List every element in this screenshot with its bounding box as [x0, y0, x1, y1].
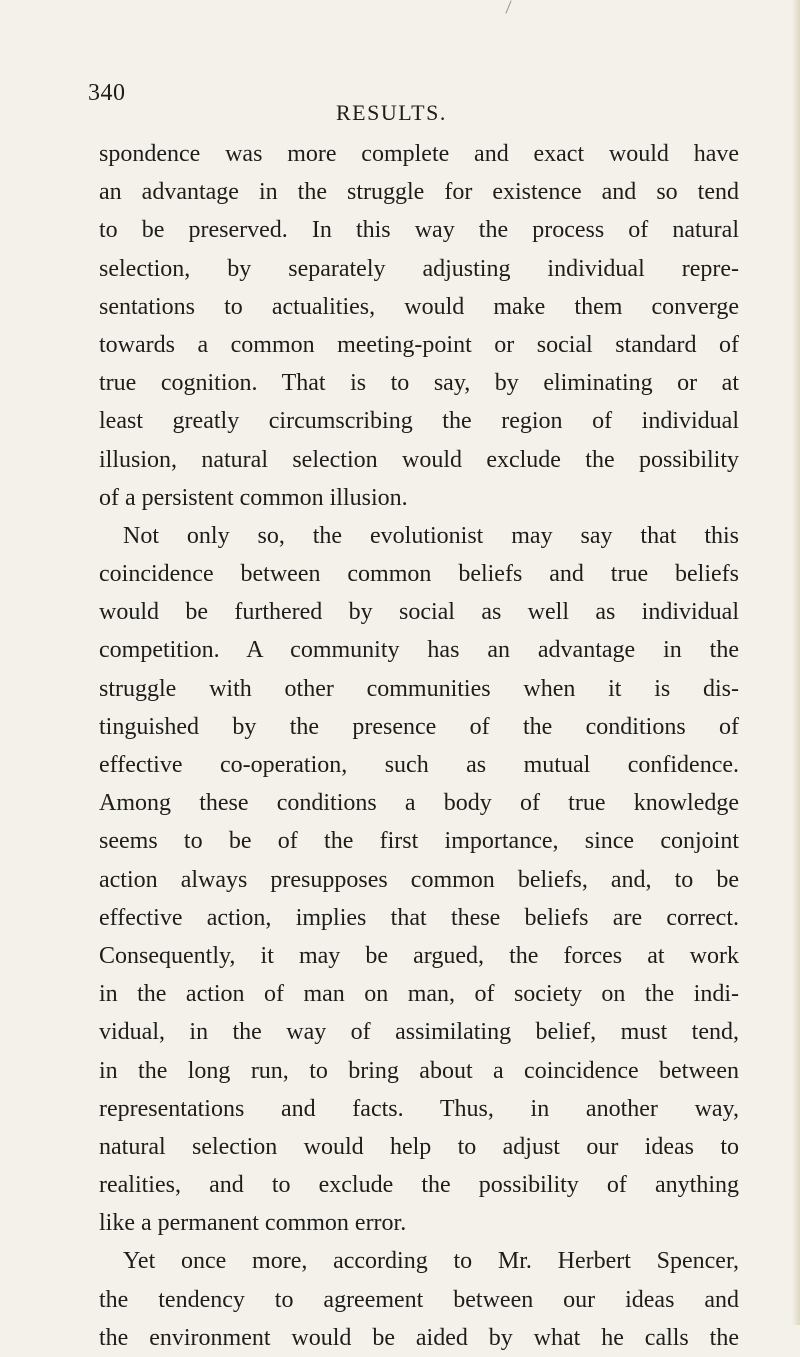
text-line: vidual, in the way of assimilating belief, must tend,	[99, 1019, 739, 1046]
body-text	[99, 135, 739, 1357]
text-line: representations and facts. Thus, in another way,	[99, 1095, 739, 1122]
text-line: selection, by separately adjusting individual repre-	[99, 255, 739, 282]
text-line: struggle with other communities when it is dis-	[99, 675, 739, 702]
text-line: effective co-operation, such as mutual confidence.	[99, 752, 739, 778]
text-line: effective action, implies that these beliefs are correct.	[99, 904, 739, 931]
text-line: an advantage in the struggle for existence and so tend	[99, 179, 739, 206]
text-line: in the action of man on man, of society on the indi-	[99, 981, 739, 1008]
text-line: illusion, natural selection would exclude the possibility	[99, 446, 739, 473]
text-line: would be furthered by social as well as individual	[99, 599, 739, 626]
text-line: Not only so, the evolutionist may say that this	[123, 522, 739, 549]
text-line: spondence was more complete and exact would have	[99, 141, 739, 167]
stray-pen-mark	[505, 0, 511, 13]
text-line: realities, and to exclude the possibility of anything	[99, 1172, 739, 1199]
text-line: Among these conditions a body of true knowledge	[99, 790, 739, 817]
text-line: like a permanent common error.	[99, 1210, 407, 1237]
page-edge-shadow	[792, 0, 800, 1325]
text-line: natural selection would help to adjust our ideas to	[99, 1133, 739, 1160]
text-line: Yet once more, according to Mr. Herbert Spencer,	[123, 1248, 739, 1275]
text-line: in the long run, to bring about a coincidence between	[99, 1057, 739, 1084]
text-line: to be preserved. In this way the process of natural	[99, 217, 739, 244]
text-line: Consequently, it may be argued, the forces at work	[99, 942, 739, 969]
text-line: of a persistent common illusion.	[99, 484, 408, 511]
running-head: RESULTS.	[336, 100, 447, 125]
text-line: least greatly circumscribing the region of individual	[99, 408, 739, 435]
text-line: sentations to actualities, would make them converge	[99, 293, 739, 320]
text-line: the tendency to agreement between our ideas and	[99, 1286, 739, 1313]
text-line: true cognition. That is to say, by eliminating or at	[99, 370, 739, 397]
text-line: competition. A community has an advantage in the	[99, 637, 739, 664]
text-line: the environment would be aided by what he calls the	[99, 1324, 739, 1351]
text-line: action always presupposes common beliefs, and, to be	[99, 866, 739, 893]
page-number: 340	[88, 80, 126, 106]
text-line: tinguished by the presence of the conditions of	[99, 713, 739, 740]
text-line: towards a common meeting-point or social standard of	[99, 331, 739, 358]
text-line: seems to be of the first importance, since conjoint	[99, 828, 739, 855]
text-line: coincidence between common beliefs and true beliefs	[99, 561, 739, 588]
